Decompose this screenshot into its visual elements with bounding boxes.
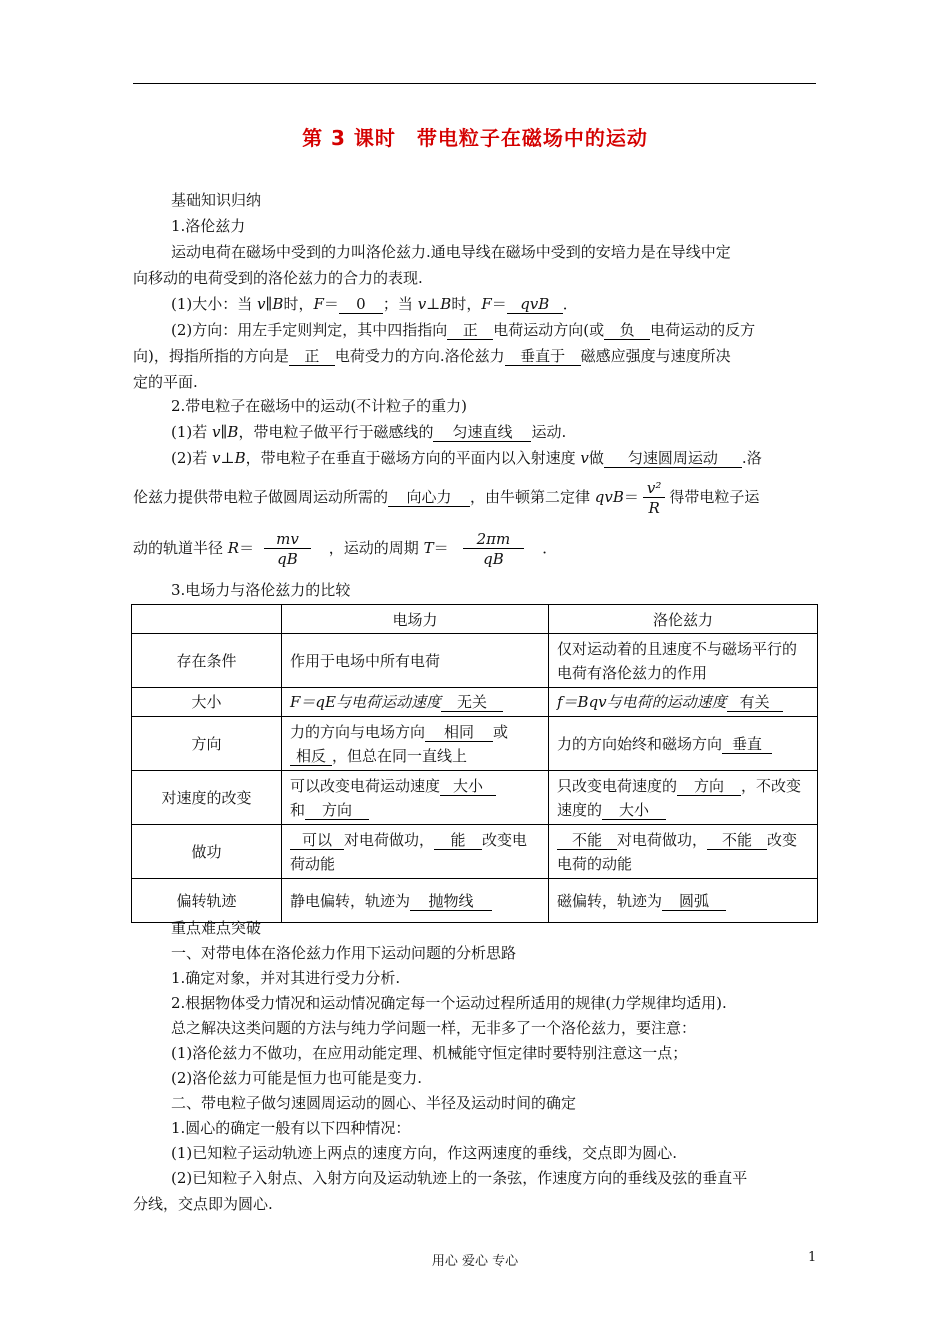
newton-law-line: 伦兹力提供带电粒子做圆周运动所需的 向心力 ，由牛顿第二定律 qvB＝ $\frac{\text{v²}}{R}$ 得带电粒子运 [133, 478, 760, 517]
table-row: 对速度的改变 可以改变电荷运动速度 大小 和 方向 只改变电荷速度的 方向 ，不改变速度的 大小 [132, 771, 818, 825]
direction-line: (2)方向：用左手定则判定，其中四指指向 正 电荷运动方向(或 负 电荷运动的反方 [171, 321, 756, 339]
answer-blank: 负 [604, 321, 650, 340]
answer-blank: 能 [434, 831, 482, 850]
answer-blank: 圆弧 [662, 892, 726, 911]
paragraph-line: (2)洛伦兹力可能是恒力也可能是变力. [171, 1069, 423, 1087]
paragraph-line: 向移动的电荷受到的洛伦兹力的合力的表现. [133, 269, 423, 287]
heading-comparison: 3.电场力与洛伦兹力的比较 [171, 581, 351, 599]
answer-blank: 相同 [425, 723, 493, 742]
table-row: 方向 力的方向与电场方向 相同 或 相反 ，但总在同一直线上 力的方向始终和磁场方向 垂直 [132, 717, 818, 771]
table-row: 偏转轨迹 静电偏转，轨迹为 抛物线 磁偏转，轨迹为 圆弧 [132, 879, 818, 923]
comparison-table [131, 604, 818, 923]
paragraph-line: 1.确定对象，并对其进行受力分析. [171, 969, 401, 987]
perpendicular-case-line: (2)若 v⊥B，带电粒子在垂直于磁场方向的平面内以入射速度 v做 匀速圆周运动 .洛 [171, 449, 762, 467]
parallel-case-line: (1)若 v∥B，带电粒子做平行于磁感线的 匀速直线 运动. [171, 423, 567, 441]
fraction-radius: $\frac{mv}{qB}$ [264, 530, 311, 569]
answer-blank: 有关 [727, 693, 783, 712]
direction-line: 向)，拇指所指的方向是 正 电荷受力的方向.洛伦兹力 垂直于 磁感应强度与速度所决 [133, 347, 731, 365]
paragraph-line: (1)洛伦兹力不做功，在应用动能定理、机械能守恒定律时要特别注意这一点； [171, 1044, 688, 1062]
answer-blank: 正 [289, 347, 335, 366]
paragraph-line: (2)已知粒子入射点、入射方向及运动轨迹上的一条弦，作速度方向的垂线及弦的垂直平 [171, 1169, 748, 1187]
table-row: 大小 F＝qE与电荷运动速度 无关 f＝Bqv与电荷的运动速度 有关 [132, 688, 818, 717]
paragraph-line: 总之解决这类问题的方法与纯力学问题一样，无非多了一个洛伦兹力，要注意： [171, 1019, 697, 1037]
answer-blank: 匀速圆周运动 [604, 449, 742, 468]
heading-particle-motion: 2.带电粒子在磁场中的运动(不计粒子的重力) [171, 397, 468, 415]
page-title: 第 3 课时 带电粒子在磁场中的运动 [302, 126, 648, 150]
answer-blank: 方向 [677, 777, 741, 796]
answer-blank: 垂直 [722, 735, 772, 754]
answer-blank: 相反 [290, 747, 332, 766]
paragraph-line: (1)已知粒子运动轨迹上两点的速度方向，作这两速度的垂线，交点即为圆心. [171, 1144, 678, 1162]
answer-blank: 向心力 [388, 488, 470, 507]
table-header-row [132, 605, 818, 634]
subheading: 二、带电粒子做匀速圆周运动的圆心、半径及运动时间的确定 [171, 1094, 577, 1112]
header-rule [133, 83, 816, 84]
answer-blank: qvB [507, 295, 563, 314]
answer-blank: 正 [447, 321, 493, 340]
answer-blank: 抛物线 [410, 892, 492, 911]
page-footer: 用心 爱心 专心 [431, 1254, 519, 1269]
section-heading-key-points: 重点难点突破 [171, 919, 262, 937]
paragraph-line: 定的平面. [133, 373, 198, 391]
answer-blank: 大小 [602, 801, 666, 820]
table-row: 存在条件 作用于电场中所有电荷 仅对运动着的且速度不与磁场平行的电荷有洛伦兹力的作用 [132, 634, 818, 688]
answer-blank: 大小 [440, 777, 496, 796]
paragraph-line: 1.圆心的确定一般有以下四种情况： [171, 1119, 411, 1137]
answer-blank: 匀速直线 [433, 423, 531, 442]
paragraph-line: 2.根据物体受力情况和运动情况确定每一个运动过程所适用的规律(力学规律均适用). [171, 994, 727, 1012]
answer-blank: 方向 [305, 801, 369, 820]
answer-blank: 不能 [707, 831, 767, 850]
radius-period-line: 动的轨道半径 R＝ $\frac{mv}{qB}$ ，运动的周期 T＝ $\frac{2\pi m}{qB}$ ． [133, 529, 558, 568]
answer-blank: 无关 [441, 693, 503, 712]
heading-lorentz-force: 1.洛伦兹力 [171, 217, 246, 235]
fraction-period: $\frac{2\pi m}{qB}$ [463, 530, 525, 569]
page-number: 1 [808, 1250, 817, 1265]
magnitude-line: (1)大小：当 v∥B时，F＝ 0 ；当 v⊥B时，F＝ qvB ． [171, 295, 578, 313]
table-header-electric: 电场力 [282, 605, 549, 634]
paragraph-line: 运动电荷在磁场中受到的力叫洛伦兹力.通电导线在磁场中受到的安培力是在导线中定 [171, 243, 731, 261]
fraction-v2-over-r: $\frac{\text{v²}}{R}$ [643, 479, 666, 518]
answer-blank: 可以 [290, 831, 344, 850]
table-row: 做功 可以 对电荷做功， 能 改变电荷动能 不能 对电荷做功， 不能 改变电荷的动能 [132, 825, 818, 879]
answer-blank: 0 [339, 295, 383, 314]
subheading: 一、对带电体在洛伦兹力作用下运动问题的分析思路 [171, 944, 517, 962]
answer-blank: 不能 [557, 831, 617, 850]
table-header-empty [132, 605, 282, 634]
paragraph-line: 分线，交点即为圆心. [133, 1195, 273, 1213]
answer-blank: 垂直于 [505, 347, 581, 366]
section-heading-basics: 基础知识归纳 [171, 191, 262, 209]
table-header-lorentz: 洛伦兹力 [549, 605, 818, 634]
